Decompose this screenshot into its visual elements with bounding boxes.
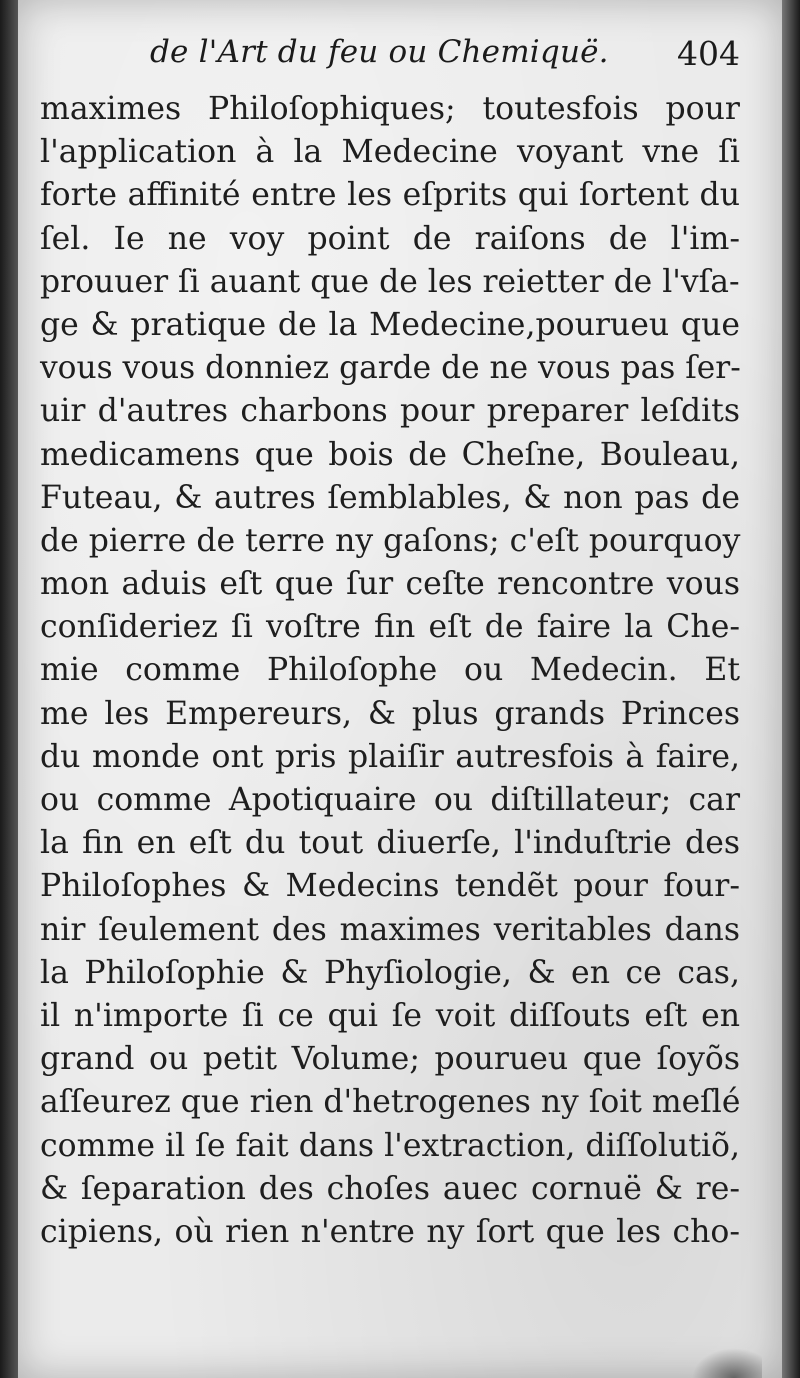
text-line: cipiens, où rien n'entre ny ſort que les cho- <box>40 1213 740 1250</box>
text-line: ſel. Ie ne voy point de raiſons de l'im- <box>40 220 740 257</box>
page-number: 404 <box>677 34 740 73</box>
text-line: Philoſophes & Medecins tendẽt pour four- <box>40 868 740 905</box>
text-line: il n'importe ſi ce qui ſe voit diſſouts eſt en <box>40 997 740 1034</box>
page-header <box>150 34 740 84</box>
text-line: la fin en eſt du tout diuerſe, l'induſtrie des <box>40 825 740 862</box>
text-line: l'application à la Medecine voyant vne ſi <box>40 134 740 171</box>
text-line: de pierre de terre ny gaſons; c'eſt pourquoy <box>40 522 741 559</box>
page-edge-right <box>782 0 800 1378</box>
text-line: maximes Philoſophiques; toutesfois pour <box>40 91 740 127</box>
text-line: uir d'autres charbons pour preparer leſdits <box>40 393 740 430</box>
text-line: aſſeurez que rien d'hetrogenes ny ſoit meſlé <box>40 1084 741 1121</box>
text-line: la Philoſophie & Phyſiologie, & en ce cas, <box>40 954 740 991</box>
text-line: conſideriez ſi voſtre fin eſt de faire la Che- <box>40 609 740 646</box>
text-line: ou comme Apotiquaire ou diſtillateur; car <box>40 782 740 818</box>
body-text <box>40 88 740 1254</box>
text-line: Futeau, & autres ſemblables, & non pas de <box>40 479 740 516</box>
text-line: du monde ont pris plaiſir autresfois à faire, <box>40 738 740 775</box>
text-line: grand ou petit Volume; pourueu que ſoyõs <box>40 1041 740 1078</box>
text-line: comme il ſe fait dans l'extraction, diſſolutiõ, <box>40 1127 740 1164</box>
running-head: de l'Art du feu ou Chemiquë. <box>150 34 609 70</box>
text-line: forte affinité entre les eſprits qui ſortent du <box>40 177 740 214</box>
text-line: mie comme Philoſophe ou Medecin. Et <box>40 652 740 689</box>
page-edge-left <box>0 0 18 1378</box>
ink-smudge <box>692 1348 762 1378</box>
text-line: mon aduis eſt que ſur ceſte rencontre vous <box>40 566 740 603</box>
text-line: medicamens que bois de Cheſne, Bouleau, <box>40 436 740 473</box>
text-line: vous vous donniez garde de ne vous pas ſer- <box>40 350 741 387</box>
text-line: me les Empereurs, & plus grands Princes <box>40 695 740 732</box>
text-line: ge & pratique de la Medecine,pourueu que <box>40 306 740 343</box>
text-line: nir ſeulement des maximes veritables dans <box>40 911 740 948</box>
text-line: prouuer ſi auant que de les reietter de l'vſa- <box>40 263 740 300</box>
text-line: & ſeparation des choſes auec cornuë & re- <box>40 1170 740 1207</box>
